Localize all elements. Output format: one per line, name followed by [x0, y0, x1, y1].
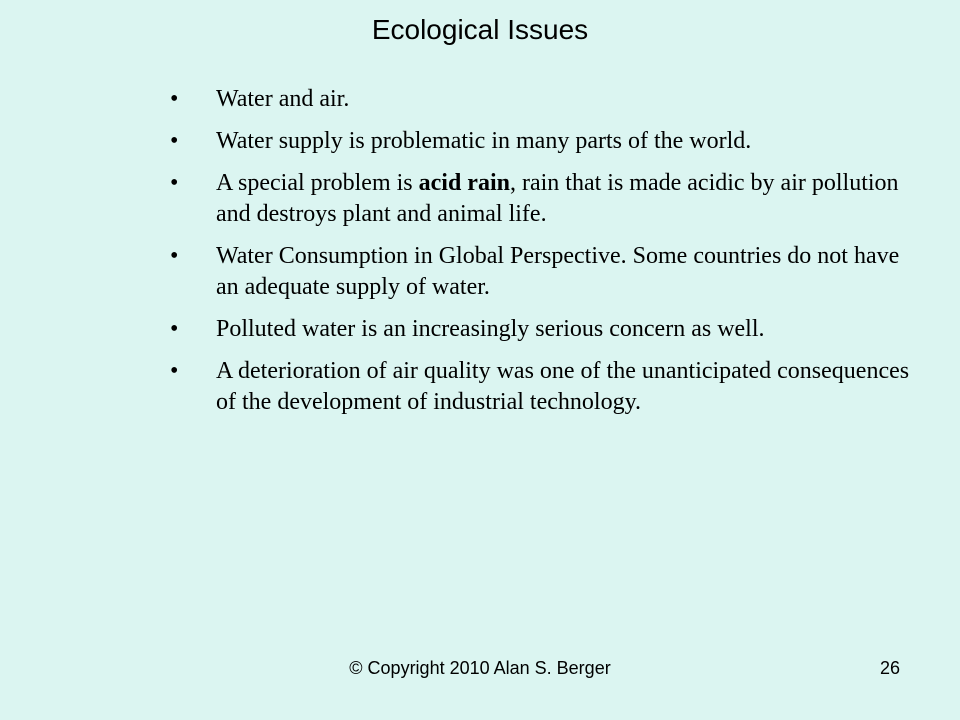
- bullet-icon: •: [170, 86, 179, 112]
- slide-title: Ecological Issues: [371, 14, 589, 45]
- bullet-item: [170, 241, 910, 303]
- bullet-text: Water supply is problematic in many parts of the world.: [216, 128, 752, 154]
- bullet-text: Water and air.: [216, 86, 350, 112]
- bullet-text: Polluted water is an increasingly serious concern as well.: [216, 316, 765, 342]
- bullet-icon: •: [170, 243, 179, 269]
- bullet-text: Water Consumption in Global Perspective. Some countries do not have an adequate supply of water.: [216, 243, 900, 300]
- bullet-text: [216, 170, 899, 227]
- bullet-icon: •: [170, 128, 179, 154]
- bullet-item: [170, 314, 910, 345]
- bullet-text-start: A special problem is: [216, 170, 419, 196]
- bullet-text-end: , rain that is made acidic by air pollution and destroys plant and animal life.: [216, 170, 899, 227]
- bullet-item: [170, 84, 910, 115]
- bullet-item: [170, 126, 910, 157]
- bold-term: acid rain: [418, 170, 510, 196]
- bullet-icon: •: [170, 170, 179, 196]
- bullet-item: [170, 356, 910, 418]
- page-number: 26: [880, 658, 901, 678]
- bullet-text: A deterioration of air quality was one of the unanticipated consequences of the development of industrial technology.: [216, 358, 910, 415]
- bullet-list: [170, 84, 910, 429]
- bullet-icon: •: [170, 316, 179, 342]
- bullet-icon: •: [170, 358, 179, 384]
- bullet-item: [170, 168, 910, 230]
- footer-copyright: © Copyright 2010 Alan S. Berger: [349, 658, 611, 678]
